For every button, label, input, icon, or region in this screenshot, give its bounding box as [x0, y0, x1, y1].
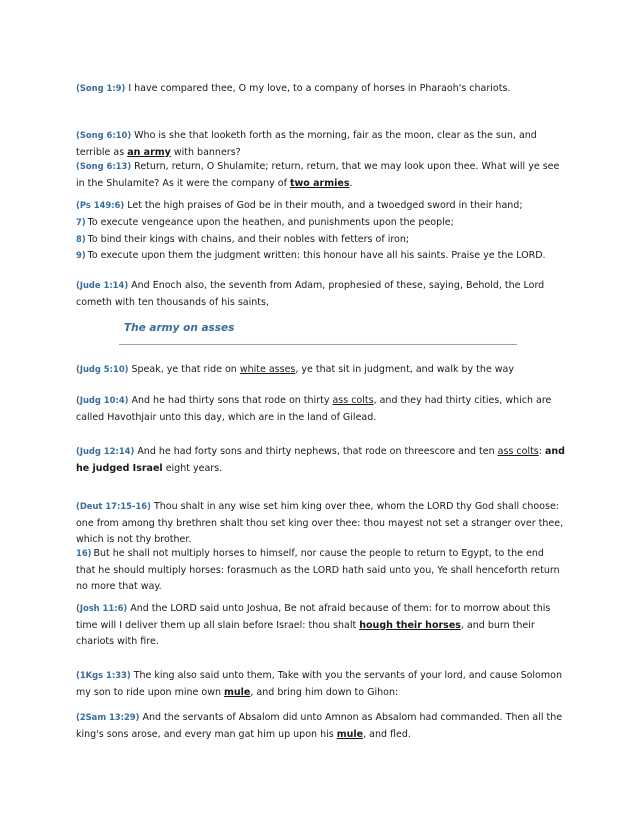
verse-ref: (1Kgs 1:33)	[76, 670, 131, 680]
verse-text: And the LORD said unto Joshua, Be not afraid because of them: for to morrow about this time will I deliver them up all slain before Israel: thou shalt	[76, 603, 551, 631]
verse-josh-11-6	[76, 600, 566, 651]
verse-text: , and bring him down to Gihon:	[250, 686, 399, 698]
verse-text: Return, return, O Shulamite; return, return, that we may look upon thee. What will ye see in the Shulamite? As it were the company of	[76, 161, 560, 189]
bold-phrase: and he judged Israel	[76, 446, 565, 474]
verse-text: I have compared thee, O my love, to a company of horses in Pharaoh's chariots.	[128, 83, 511, 94]
verse-text: And he had thirty sons that rode on thirty	[131, 395, 333, 406]
verse-ref: (Deut 17:15-16)	[76, 501, 151, 511]
underlined-phrase: two armies	[289, 177, 350, 189]
verse-text: And the servants of Absalom did unto Amnon as Absalom had commanded. Then all the king's sons arose, and every man gat him up upon his	[76, 712, 563, 740]
verse-text: , ye that sit in judgment, and walk by the way	[295, 364, 514, 375]
verse-text: And he had forty sons and thirty nephews, that rode on threescore and ten	[137, 446, 498, 457]
verse-text: To execute vengeance upon the heathen, and punishments upon the people;	[87, 217, 454, 228]
verse-ps-149-8	[76, 231, 566, 249]
verse-text: To bind their kings with chains, and their nobles with fetters of iron;	[87, 234, 410, 245]
verse-judg-5-10	[76, 361, 566, 379]
verse-ref: (Song 6:10)	[76, 130, 132, 140]
verse-text: , and burn their chariots with fire.	[76, 619, 535, 647]
verse-number: 8)	[76, 234, 86, 244]
verse-number: 9)	[76, 250, 86, 260]
verse-text: Thou shalt in any wise set him king over thee, whom the LORD thy God shall choose: one from among thy brethren shalt thou set king over thee: thou mayest not set a stranger over thee, which is not thy brother.	[76, 501, 564, 545]
verse-text: eight years.	[162, 462, 223, 474]
underlined-phrase: ass colts	[497, 446, 539, 457]
verse-2sam-13-29	[76, 709, 566, 743]
verse-song-1-9	[76, 80, 566, 98]
underlined-phrase: mule	[224, 686, 251, 698]
verse-song-6-13	[76, 158, 566, 192]
verse-ref: (2Sam 13:29)	[76, 712, 140, 722]
verse-deut-17-15	[76, 498, 566, 549]
verse-text: , and fled.	[363, 728, 411, 740]
verse-ref: (Judg 10:4)	[76, 395, 129, 405]
verse-text: .	[349, 177, 353, 189]
verse-ps-149-7	[76, 214, 566, 232]
underlined-phrase: hough their horses	[359, 619, 461, 631]
verse-judg-12-14	[76, 443, 566, 477]
heading-divider	[119, 344, 517, 345]
verse-deut-17-16	[76, 545, 566, 596]
section-heading: The army on asses	[124, 322, 235, 334]
verse-1kgs-1-33	[76, 667, 566, 701]
verse-text: Let the high praises of God be in their mouth, and a twoedged sword in their hand;	[127, 200, 523, 211]
verse-text: Who is she that looketh forth as the morning, fair as the moon, clear as the sun, and terrible as	[76, 130, 537, 158]
verse-ref: (Song 1:9)	[76, 83, 126, 93]
verse-ref: (Josh 11:6)	[76, 603, 128, 613]
verse-jude-1-14	[76, 277, 566, 311]
verse-text: :	[538, 446, 545, 457]
verse-text: with banners?	[170, 146, 241, 158]
verse-ps-149-6	[76, 197, 566, 215]
verse-text: To execute upon them the judgment written: this honour have all his saints. Praise ye the LORD.	[87, 250, 546, 261]
verse-ref: (Judg 5:10)	[76, 364, 129, 374]
verse-text: But he shall not multiply horses to himself, nor cause the people to return to Egypt, to the end that he should multiply horses: forasmuch as the LORD hath said unto you, Ye shall henceforth return no more that way.	[76, 548, 560, 592]
verse-ref: (Song 6:13)	[76, 161, 132, 171]
verse-ref: (Jude 1:14)	[76, 280, 129, 290]
underlined-phrase: ass colts	[332, 395, 374, 406]
verse-ref: (Judg 12:14)	[76, 446, 135, 456]
underlined-phrase: an army	[127, 146, 171, 158]
underlined-phrase: mule	[336, 728, 364, 740]
verse-ref: (Ps 149:6)	[76, 200, 125, 210]
verse-number: 7)	[76, 217, 86, 227]
verse-ps-149-9	[76, 247, 566, 265]
verse-text: And Enoch also, the seventh from Adam, prophesied of these, saying, Behold, the Lord cometh with ten thousands of his saints,	[76, 280, 545, 308]
verse-song-6-10	[76, 127, 566, 161]
underlined-phrase: white asses	[239, 364, 296, 375]
verse-text: The king also said unto them, Take with you the servants of your lord, and cause Solomon my son to ride upon mine own	[76, 670, 562, 698]
verse-text: , and they had thirty cities, which are called Havothjair unto this day, which are in the land of Gilead.	[76, 395, 552, 423]
verse-judg-10-4	[76, 392, 566, 426]
verse-text: Speak, ye that ride on	[131, 364, 240, 375]
verse-number: 16)	[76, 548, 92, 558]
